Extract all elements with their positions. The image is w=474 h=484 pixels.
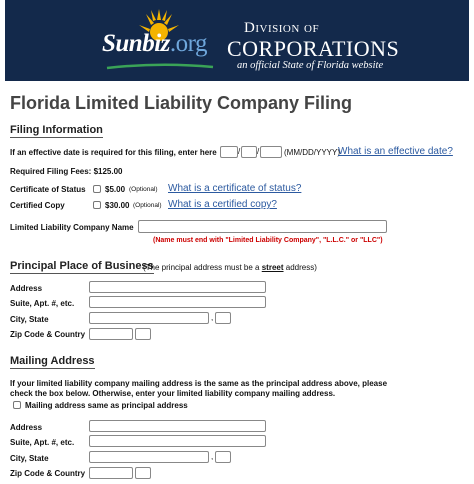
sunbiz-logo[interactable] [102, 30, 207, 58]
logo-swoosh-icon [105, 62, 215, 72]
principal-suite-input[interactable] [89, 296, 266, 308]
certified-copy-link[interactable]: What is a certified copy? [168, 199, 277, 210]
effective-day-input[interactable] [241, 146, 260, 158]
filing-info-title: Filing Information [10, 124, 103, 136]
effective-month-input[interactable] [220, 146, 241, 158]
mailing-same-label: Mailing address same as principal address [25, 401, 188, 410]
principal-note-prefix: (The principal address must be a [143, 263, 262, 272]
certified-copy-price: $30.00 [105, 201, 130, 210]
certificate-status-optional: (Optional) [129, 186, 158, 193]
city-state-comma: , [211, 313, 214, 322]
mailing-zip-input[interactable] [89, 467, 133, 479]
page-title: Florida Limited Liability Company Filing [10, 93, 353, 113]
logo-word: Sunbiz [102, 30, 170, 57]
principal-note [143, 263, 317, 272]
mailing-country-input[interactable] [135, 467, 151, 479]
certificate-status-link[interactable]: What is a certificate of status? [168, 183, 302, 194]
required-fees-text: Required Filing Fees: $125.00 [10, 167, 123, 176]
corporations-text: CORPORATIONS [227, 36, 400, 61]
certified-copy-label: Certified Copy [10, 201, 65, 210]
llc-name-note: (Name must end with "Limited Liability Company", "L.L.C." or "LLC") [153, 237, 383, 244]
mailing-state-input[interactable] [215, 451, 231, 463]
certificate-status-checkbox[interactable] [93, 185, 101, 193]
principal-zip-input[interactable] [89, 328, 133, 340]
effective-date-label: If an effective date is required for this filing, enter here [10, 148, 217, 157]
principal-suite-label: Suite, Apt. #, etc. [10, 299, 75, 308]
principal-note-suffix: address) [283, 263, 317, 272]
mailing-city-state-label: City, State [10, 454, 49, 463]
principal-address-input[interactable] [89, 281, 266, 293]
principal-note-emph: street [261, 263, 284, 272]
mailing-suite-input[interactable] [89, 435, 266, 447]
header-banner [5, 0, 469, 81]
logo-suffix: .org [169, 30, 208, 57]
principal-title: Principal Place of Business [10, 260, 154, 272]
certificate-status-label: Certificate of Status [10, 185, 86, 194]
city-state-comma: , [211, 452, 214, 461]
principal-city-state-label: City, State [10, 315, 49, 324]
mailing-instructions: If your limited liability company mailing address is the same as the principal address above, please check the box below. Otherwise, enter your limited liability company mailing address. [10, 379, 388, 398]
mailing-address-label: Address [10, 423, 43, 432]
certified-copy-checkbox[interactable] [93, 201, 101, 209]
effective-date-link[interactable]: What is an effective date? [338, 146, 453, 157]
principal-state-input[interactable] [215, 312, 231, 324]
date-separator: / [257, 147, 260, 156]
llc-name-label: Limited Liability Company Name [10, 223, 134, 232]
principal-country-input[interactable] [135, 328, 151, 340]
mailing-address-input[interactable] [89, 420, 266, 432]
division-of-text: Division of [244, 20, 320, 36]
llc-name-input[interactable] [138, 220, 387, 233]
certified-copy-optional: (Optional) [133, 202, 162, 209]
date-separator: / [238, 147, 241, 156]
principal-city-input[interactable] [89, 312, 209, 324]
principal-zip-country-label: Zip Code & Country [10, 330, 86, 339]
mailing-zip-country-label: Zip Code & Country [10, 469, 86, 478]
tagline-text: an official State of Florida website [237, 60, 384, 71]
mailing-city-input[interactable] [89, 451, 209, 463]
mailing-same-checkbox[interactable] [13, 401, 21, 409]
date-format-hint: (MM/DD/YYYY) [284, 148, 340, 157]
certificate-status-price: $5.00 [105, 185, 126, 194]
mailing-suite-label: Suite, Apt. #, etc. [10, 438, 75, 447]
principal-address-label: Address [10, 284, 43, 293]
effective-year-input[interactable] [260, 146, 282, 158]
mailing-title: Mailing Address [10, 355, 95, 367]
